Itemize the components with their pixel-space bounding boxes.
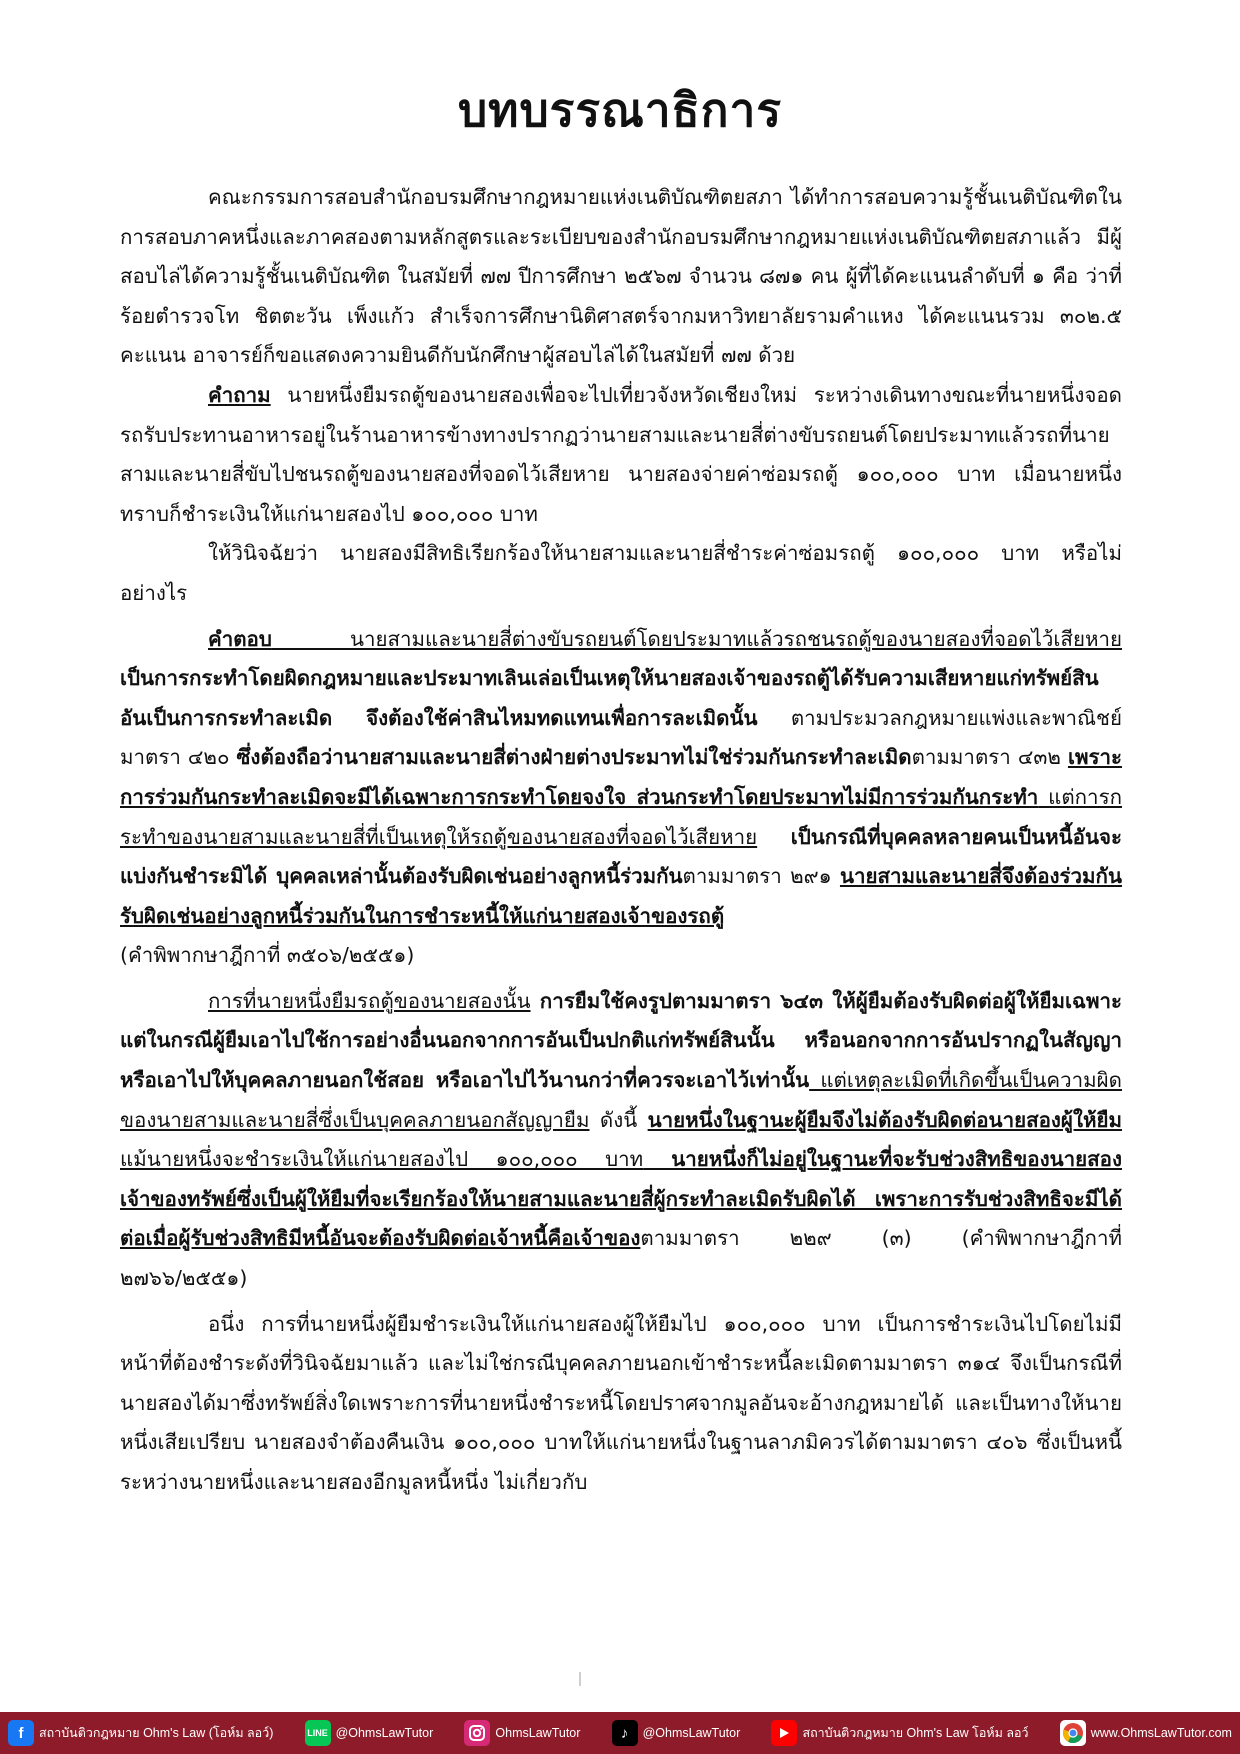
answer-1-facts: นายสามและนายสี่ต่างขับรถยนต์โดยประมาทแล้วรถชนรถตู้ของนายสองที่จอดไว้เสียหาย [271,626,1122,651]
page-title: บทบรรณาธิการ [457,83,783,137]
line-icon: LINE [305,1720,331,1746]
answer-1-conclusion: นายสามและนายสี่จึงต้องร่วมกันรับผิดเช่นอย่างลูกหนี้ร่วมกันในการชำระหนี้ให้แก่นายสองเจ้าของรถตู้ [120,864,1122,928]
answer-paragraph-1 [120,620,1122,937]
tiktok-label: @OhmsLawTutor [642,1726,741,1740]
answer-2-section-229: ตามมาตรา ๒๒๙ (๓) (คำพิพากษาฎีกาที่ ๒๗๖๖/๒๕๕๑) [120,1226,1122,1291]
footer-line[interactable] [305,1720,434,1746]
answer-label: คำตอบ [208,626,272,651]
question-ask: ให้วินิจฉัยว่า นายสองมีสิทธิเรียกร้องให้นายสามและนายสี่ชำระค่าซ่อมรถตู้ ๑๐๐,๐๐๐ บาท หรือไม่อย่างไร [120,541,1122,605]
answer-1-section-432: ตามมาตรา ๔๓๒ [911,745,1068,770]
footer-instagram[interactable] [464,1720,580,1746]
answer-2-third-party: แต่เหตุละเมิดที่เกิดขึ้นเป็นความผิดของนายสามและนายสี่ซึ่งเป็นบุคคลภายนอกสัญญายืม [120,1068,1122,1132]
answer-1-citation: (คำพิพากษาฎีกาที่ ๓๕๐๖/๒๕๕๑) [120,943,415,968]
answer-2-borrow: การที่นายหนึ่งยืมรถตู้ของนายสองนั้น [208,988,531,1013]
facebook-icon: f [8,1720,34,1746]
answer-1-section-420: ตามประมวลกฎหมายแพ่งและพาณิชย์ มาตรา ๔๒๐ [120,705,1122,770]
answer-1-act: แต่การกระทำของนายสามและนายสี่ที่เป็นเหตุให้รถตู้ของนายสองที่จอดไว้เสียหาย [120,784,1122,849]
question-text: นายหนึ่งยืมรถตู้ของนายสองเพื่อจะไปเที่ยวจังหวัดเชียงใหม่ ระหว่างเดินทางขณะที่นายหนึ่งจอดรถรับประทานอาหารอยู่ในร้านอาหารข้างทางปรากฏว่านายสามและนายสี่ต่างขับรถยนต์โดยประมาทแล้วรถที่นายสามและนายสี่ขับไปชนรถตู้ของนายสองที่จอดไว้เสียหาย นายสองจ่ายค่าซ่อมรถตู้ ๑๐๐,๐๐๐ บาท เมื่อนายหนึ่งทราบก็ชำระเงินให้แก่นายสองไป ๑๐๐,๐๐๐ บาท [120,382,1122,526]
answer-2-thus: ดังนี้ [589,1107,648,1132]
intro-paragraph: คณะกรรมการสอบสำนักอบรมศึกษากฎหมายแห่งเนติบัณฑิตยสภา ได้ทำการสอบความรู้ชั้นเนติบัณฑิตในการสอบภาคหนึ่งและภาคสองตามหลักสูตรและระเบียบของสำนักอบรมศึกษากฎหมายแห่งเนติบัณฑิตยสภาแล้ว มีผู้สอบไล่ได้ความรู้ชั้นเนติบัณฑิต ในสมัยที่ ๗๗ ปีการศึกษา ๒๕๖๗ จำนวน ๘๗๑ คน ผู้ที่ได้คะแนนลำดับที่ ๑ คือ ว่าที่ร้อยตำรวจโท ชิตตะวัน เพ็งแก้ว สำเร็จการศึกษานิติศาสตร์จากมหาวิทยาลัยรามคำแหง ได้คะแนนรวม ๓๐๒.๕ คะแนน อาจารย์ก็ขอแสดงความยินดีกับนักศึกษาผู้สอบไล่ได้ในสมัยที่ ๗๗ ด้วย [120,185,1122,368]
footer-website[interactable] [1060,1720,1232,1746]
answer-paragraph-3: อนึ่ง การที่นายหนึ่งผู้ยืมชำระเงินให้แก่นายสองผู้ให้ยืมไป ๑๐๐,๐๐๐ บาท เป็นการชำระเงินไปโดยไม่มีหน้าที่ต้องชำระดังที่วินิจฉัยมาแล้ว และไม่ใช่กรณีบุคคลภายนอกเข้าชำระหนี้ละเมิดตามมาตรา ๓๑๔ จึงเป็นกรณีที่นายสองได้มาซึ่งทรัพย์สิ่งใดเพราะการที่นายหนึ่งชำระหนี้โดยปราศจากมูลอันจะอ้างกฎหมายได้ และเป็นทางให้นายหนึ่งเสียเปรียบ นายสองจำต้องคืนเงิน ๑๐๐,๐๐๐ บาทให้แก่นายหนึ่งในฐานลาภมิควรได้ตามมาตรา ๔๐๖ ซึ่งเป็นหนี้ระหว่างนายหนึ่งและนายสองอีกมูลหนี้หนึ่ง ไม่เกี่ยวกับ [120,1311,1122,1494]
question-paragraph [120,376,1122,534]
instagram-icon [464,1720,490,1746]
answer-paragraph-2 [120,982,1122,1299]
answer-2-not-liable: นายหนึ่งในฐานะผู้ยืมจึงไม่ต้องรับผิดต่อนายสองผู้ให้ยืม [647,1107,1122,1132]
answer-1-tort: เป็นการกระทำโดยผิดกฎหมายและประมาทเลินเล่อเป็นเหตุให้นายสองเจ้าของรถตู้ได้รับความเสียหายแก่ทรัพย์สินอันเป็นการกระทำละเมิด จึงต้องใช้ค่าสินไหมทดแทนเพื่อการละเมิดนั้น [120,666,1099,730]
tiktok-icon: ♪ [612,1720,638,1746]
answer-1-reason: เพราะการร่วมกันกระทำละเมิดจะมีได้เฉพาะการกระทำโดยจงใจ ส่วนกระทำโดยประมาทไม่มีการร่วมกันกระทำ [120,745,1122,809]
youtube-label: สถาบันติวกฎหมาย Ohm's Law โอห์ม ลอว์ [802,1726,1029,1740]
article-body [120,178,1122,1503]
chrome-icon [1060,1720,1086,1746]
answer-2-subrogation: นายหนึ่งก็ไม่อยู่ในฐานะที่จะรับช่วงสิทธิของนายสองเจ้าของทรัพย์ซึ่งเป็นผู้ให้ยืมที่จะเรียกร้องให้นายสามและนายสี่ผู้กระทำละเมิดรับผิดได้ เพราะการรับช่วงสิทธิจะมีได้ต่อเมื่อผู้รับช่วงสิทธิมีหนี้อันจะต้องรับผิดต่อเจ้าหนี้คือเจ้าของ [120,1147,1122,1251]
question-label: คำถาม [208,382,271,407]
line-label: @OhmsLawTutor [335,1726,434,1740]
instagram-label: OhmsLawTutor [495,1726,581,1740]
footer-facebook[interactable] [8,1720,273,1746]
answer-2-payment: แม้นายหนึ่งจะชำระเงินให้แก่นายสองไป ๑๐๐,๐๐๐ บาท [120,1147,644,1172]
website-label: www.OhmsLawTutor.com [1090,1726,1232,1740]
contact-footer [0,1712,1240,1754]
answer-2-section-643: การยืมใช้คงรูปตามมาตรา ๖๔๓ ให้ผู้ยืมต้องรับผิดต่อผู้ให้ยืมเฉพาะแต่ในกรณีผู้ยืมเอาไปใช้การอย่างอื่นนอกจากการอันเป็นปกติแก่ทรัพย์สินนั้น หรือนอกจากการอันปรากฏในสัญญา หรือเอาไปให้บุคคลภายนอกใช้สอย หรือเอาไปไว้นานกว่าที่ควรจะเอาไว้เท่านั้น [120,988,1122,1093]
youtube-icon [771,1720,797,1746]
answer-1-not-joint: ซึ่งต้องถือว่านายสามและนายสี่ต่างฝ่ายต่างประมาทไม่ใช่ร่วมกันกระทำละเมิด [236,745,912,770]
footer-youtube[interactable] [771,1720,1028,1746]
facebook-label: สถาบันติวกฎหมาย Ohm's Law (โอห์ม ลอว์) [39,1726,274,1740]
footer-tiktok[interactable] [612,1720,741,1746]
page-mark [579,1672,581,1686]
answer-1-section-291: ตามมาตรา ๒๙๑ [682,864,840,889]
answer-1-indivisible: เป็นกรณีที่บุคคลหลายคนเป็นหนี้อันจะแบ่งกันชำระมิได้ บุคคลเหล่านั้นต้องรับผิดเช่นอย่างลูกหนี้ร่วมกัน [120,824,1122,889]
